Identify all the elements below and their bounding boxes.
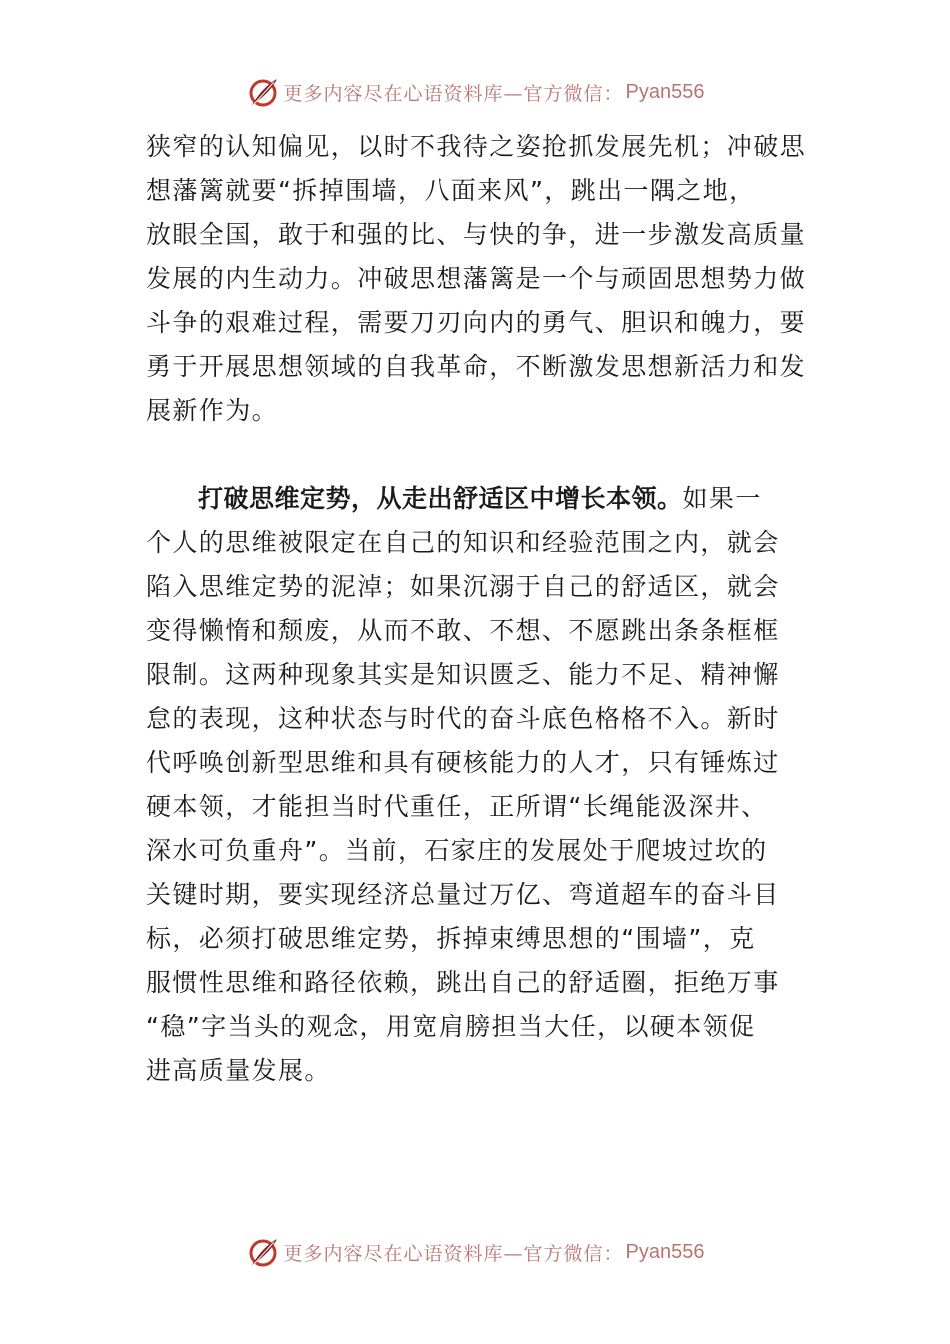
text-line: “稳”字当头的观念，用宽肩膀担当大任，以硬本领促 bbox=[146, 1012, 756, 1041]
watermark-wechat-id: Pyan556 bbox=[625, 1240, 705, 1263]
paragraph-2 bbox=[146, 477, 826, 1093]
watermark-text: 更多内容尽在心语资料库—官方微信： bbox=[283, 1242, 624, 1265]
paragraph-1 bbox=[146, 125, 826, 433]
text-line: 放眼全国，敢于和强的比、与快的争，进一步激发高质量 bbox=[146, 220, 807, 249]
heading-continuation: 如果一 bbox=[682, 484, 762, 513]
document-body bbox=[146, 125, 826, 1093]
feather-logo-icon bbox=[246, 1235, 280, 1269]
text-line: 想藩篱就要“拆掉围墙，八面来风”，跳出一隅之地， bbox=[146, 176, 756, 205]
text-line: 斗争的艰难过程，需要刀刃向内的勇气、胆识和魄力，要 bbox=[146, 308, 807, 337]
feather-logo-icon bbox=[246, 75, 280, 109]
text-line: 陷入思维定势的泥淖；如果沉溺于自己的舒适区，就会 bbox=[146, 572, 780, 601]
text-line: 怠的表现，这种状态与时代的奋斗底色格格不入。新时 bbox=[146, 704, 780, 733]
text-line: 展新作为。 bbox=[146, 396, 279, 425]
paragraph-heading: 打破思维定势，从走出舒适区中增长本领。 bbox=[198, 484, 683, 513]
text-line: 限制。这两种现象其实是知识匮乏、能力不足、精神懈 bbox=[146, 660, 780, 689]
text-line: 变得懒惰和颓废，从而不敢、不想、不愿跳出条条框框 bbox=[146, 616, 780, 645]
text-line: 关键时期，要实现经济总量过万亿、弯道超车的奋斗目 bbox=[146, 880, 780, 909]
text-line: 发展的内生动力。冲破思想藩篱是一个与顽固思想势力做 bbox=[146, 264, 807, 293]
text-line: 勇于开展思想领域的自我革命，不断激发思想新活力和发 bbox=[146, 352, 807, 381]
text-line: 硬本领，才能担当时代重任，正所谓“长绳能汲深井、 bbox=[146, 792, 768, 821]
paragraph-first-line bbox=[146, 477, 826, 521]
text-line: 代呼唤创新型思维和具有硬核能力的人才，只有锤炼过 bbox=[146, 748, 780, 777]
text-line: 标，必须打破思维定势，拆掉束缚思想的“围墙”，克 bbox=[146, 924, 756, 953]
text-line: 深水可负重舟”。当前，石家庄的发展处于爬坡过坎的 bbox=[146, 836, 768, 865]
header-watermark bbox=[0, 72, 950, 112]
text-line: 个人的思维被限定在自己的知识和经验范围之内，就会 bbox=[146, 528, 780, 557]
text-line: 狭窄的认知偏见，以时不我待之姿抢抓发展先机；冲破思 bbox=[146, 132, 807, 161]
text-line: 进高质量发展。 bbox=[146, 1056, 331, 1085]
watermark-wechat-id: Pyan556 bbox=[625, 80, 705, 103]
footer-watermark bbox=[0, 1232, 950, 1272]
watermark-text: 更多内容尽在心语资料库—官方微信： bbox=[283, 82, 624, 105]
text-line: 服惯性思维和路径依赖，跳出自己的舒适圈，拒绝万事 bbox=[146, 968, 780, 997]
